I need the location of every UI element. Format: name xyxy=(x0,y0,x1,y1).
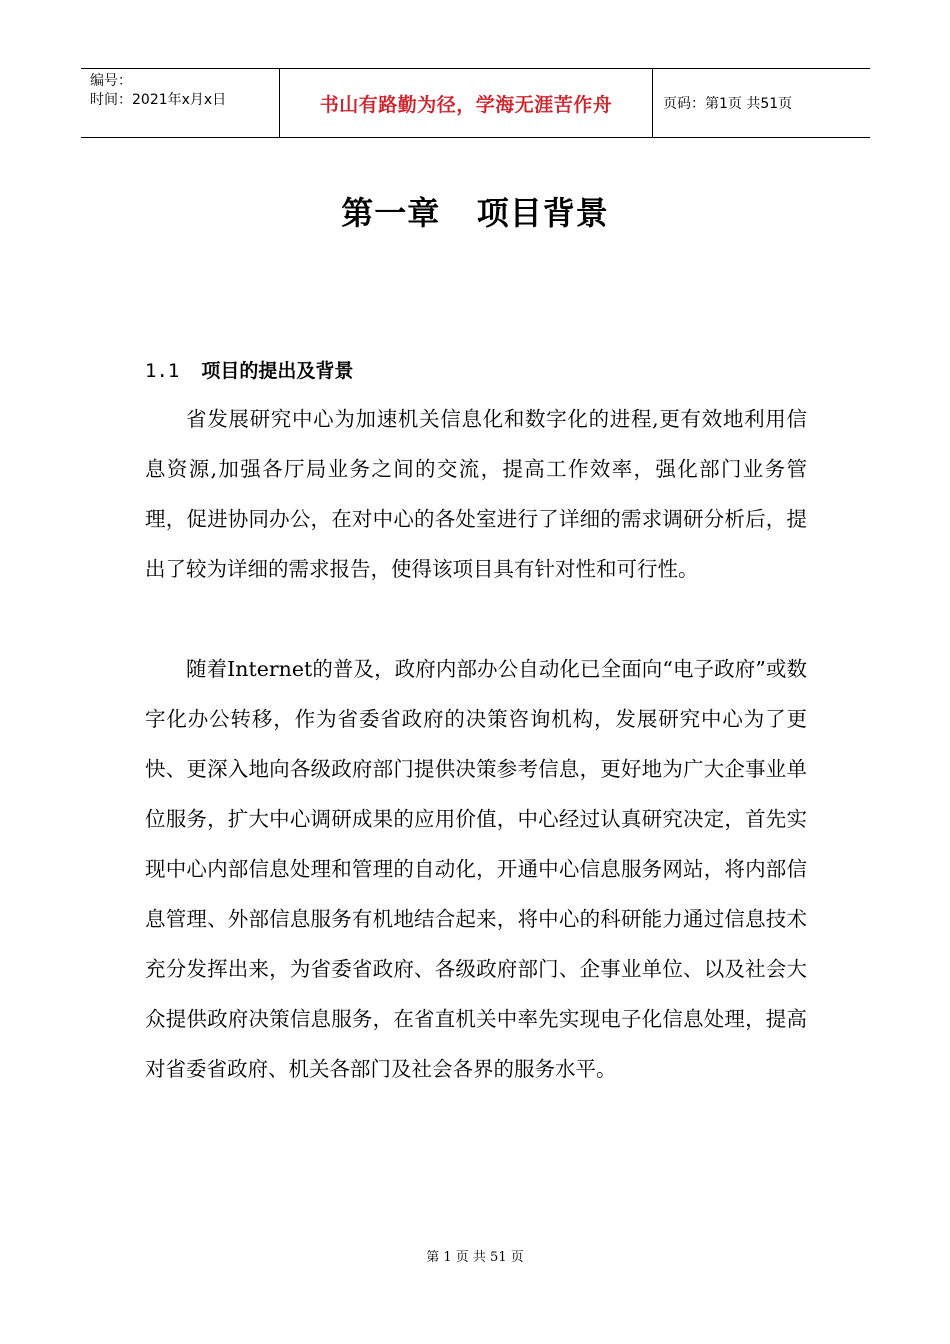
document-header xyxy=(81,68,870,138)
section-number: 1.1 xyxy=(145,360,180,382)
document-number-label: 编号： xyxy=(90,73,132,89)
section-title: 项目的提出及背景 xyxy=(201,360,354,382)
body-paragraph-1 xyxy=(145,394,807,594)
paragraph-text: 省发展研究中心为加速机关信息化和数字化的进程,更有效地利用信息资源,加强各厅局业务之间的交流，提高工作效率，强化部门业务管理，促进协同办公，在对中心的各处室进行了详细的需求调研分析后，提出了较为详细的需求报告，使得该项目具有针对性和可行性。 xyxy=(145,407,807,581)
body-paragraph-2 xyxy=(145,644,807,1094)
chapter-title: 第一章 项目背景 xyxy=(341,194,609,232)
header-page-info: 页码：第1页 共51页 xyxy=(663,96,793,112)
document-date: 时间：2021年x月x日 xyxy=(90,92,227,108)
page-footer: 第 1 页 共 51 页 xyxy=(426,1250,524,1265)
header-meta-cell xyxy=(81,69,280,137)
header-motto: 书山有路勤为径，学海无涯苦作舟 xyxy=(319,93,613,116)
paragraph-text: 随着Internet的普及，政府内部办公自动化已全面向“电子政府”或数字化办公转移，作为省委省政府的决策咨询机构，发展研究中心为了更快、更深入地向各级政府部门提供决策参考信息，更好地为广大企事业单位服务，扩大中心调研成果的应用价值，中心经过认真研究决定，首先实现中心内部信息处理和管理的自动化，开通中心信息服务网站，将内部信息管理、外部信息服务有机地结合起来，将中心的科研能力通过信息技术充分发挥出来，为省委省政府、各级政府部门、企事业单位、以及社会大众提供政府决策信息服务，在省直机关中率先实现电子化信息处理，提高对省委省政府、机关各部门及社会各界的服务水平。 xyxy=(145,657,807,1081)
header-page-cell xyxy=(653,69,870,137)
header-motto-cell xyxy=(280,69,653,137)
section-heading xyxy=(145,356,353,383)
